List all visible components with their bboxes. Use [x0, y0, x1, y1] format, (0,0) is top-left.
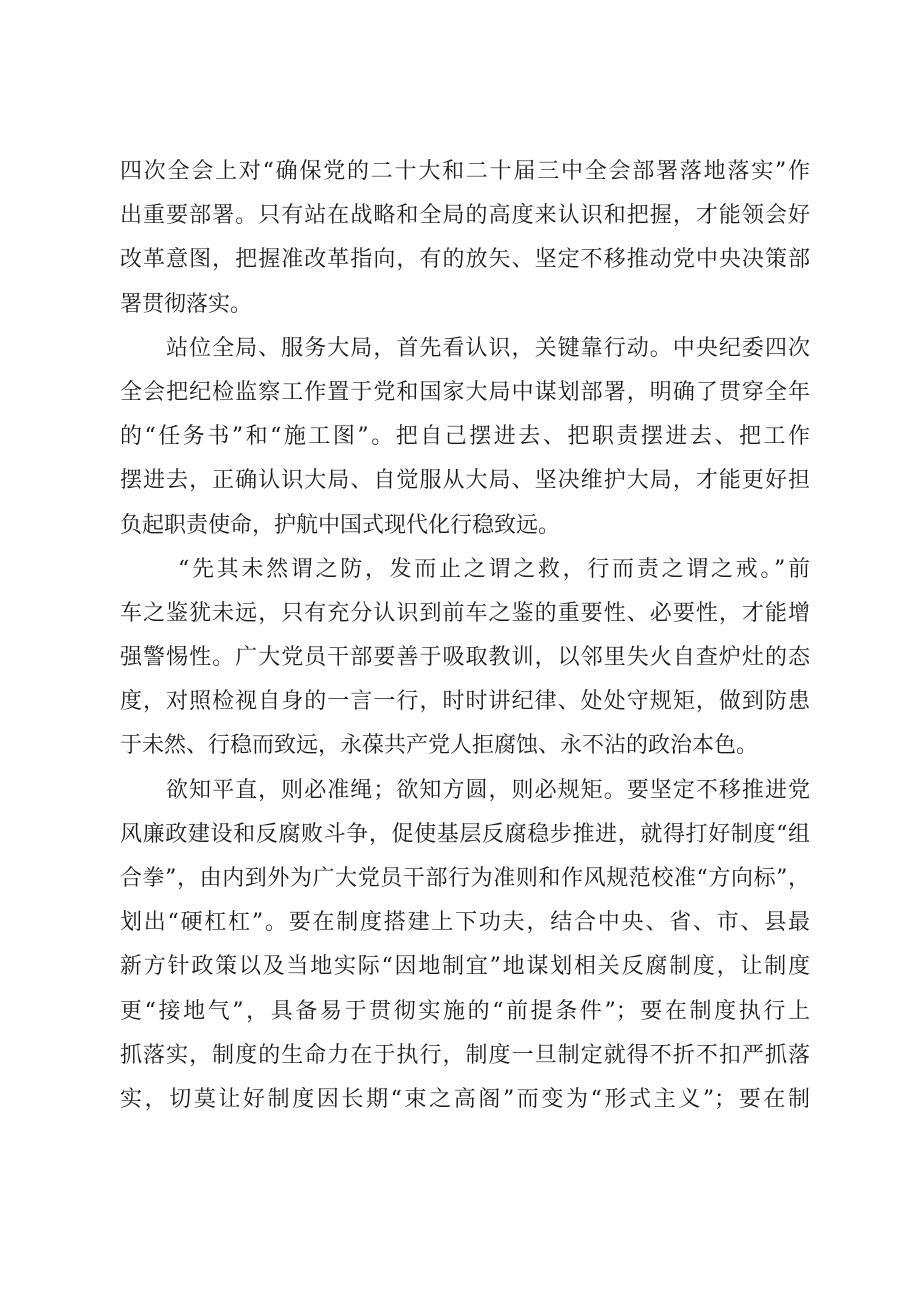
text-line: 欲知平直，则必准绳；欲知方圆，则必规矩。要坚定不移推进党 [166, 777, 810, 803]
paragraph-3 [120, 548, 810, 769]
text-line: 新方针政策以及当地实际“因地制宜”地谋划相关反腐制度，让制度 [120, 954, 810, 980]
text-line: 站位全局、服务大局，首先看认识，关键靠行动。中央纪委四次 [166, 335, 810, 361]
text-line: 度，对照检视自身的一言一行，时时讲纪律、处处守规矩，做到防患 [120, 689, 810, 715]
text-line: 摆进去，正确认识大局、自觉服从大局、坚决维护大局，才能更好担 [120, 468, 810, 494]
text-line: “先其未然谓之防，发而止之谓之救，行而责之谓之戒。”前 [178, 556, 810, 582]
text-line: 负起职责使命，护航中国式现代化行稳致远。 [120, 512, 561, 538]
text-line: 的“任务书”和“施工图”。把自己摆进去、把职责摆进去、把工作 [120, 424, 810, 450]
text-line: 出重要部署。只有站在战略和全局的高度来认识和把握，才能领会好 [120, 203, 810, 229]
text-line: 于未然、行稳而致远，永葆共产党人拒腐蚀、永不沾的政治本色。 [120, 733, 759, 759]
text-line: 强警惕性。广大党员干部要善于吸取教训，以邻里失火自查炉灶的态 [120, 645, 810, 671]
text-line: 风廉政建设和反腐败斗争，促使基层反腐稳步推进，就得打好制度“组 [120, 821, 810, 847]
text-line: 更“接地气”，具备易于贯彻实施的“前提条件”；要在制度执行上 [120, 998, 810, 1024]
text-line: 署贯彻落实。 [120, 291, 253, 317]
text-line: 全会把纪检监察工作置于党和国家大局中谋划部署，明确了贯穿全年 [120, 379, 810, 405]
document-page [120, 150, 810, 1122]
text-line: 实，切莫让好制度因长期“束之高阁”而变为“形式主义”；要在制 [120, 1086, 810, 1112]
text-line: 四次全会上对“确保党的二十大和二十届三中全会部署落地落实”作 [120, 159, 810, 184]
text-line: 合拳”，由内到外为广大党员干部行为准则和作风规范校准“方向标”， [120, 866, 810, 891]
text-line: 车之鉴犹未远，只有充分认识到前车之鉴的重要性、必要性，才能增 [120, 600, 810, 626]
text-line: 划出“硬杠杠”。要在制度搭建上下功夫，结合中央、省、市、县最 [120, 910, 810, 936]
text-line: 抓落实，制度的生命力在于执行，制度一旦制定就得不折不扣严抓落 [120, 1042, 810, 1068]
paragraph-1 [120, 150, 810, 327]
paragraph-2 [120, 327, 810, 548]
paragraph-4 [120, 769, 810, 1123]
text-line: 改革意图，把握准改革指向，有的放矢、坚定不移推动党中央决策部 [120, 247, 810, 273]
